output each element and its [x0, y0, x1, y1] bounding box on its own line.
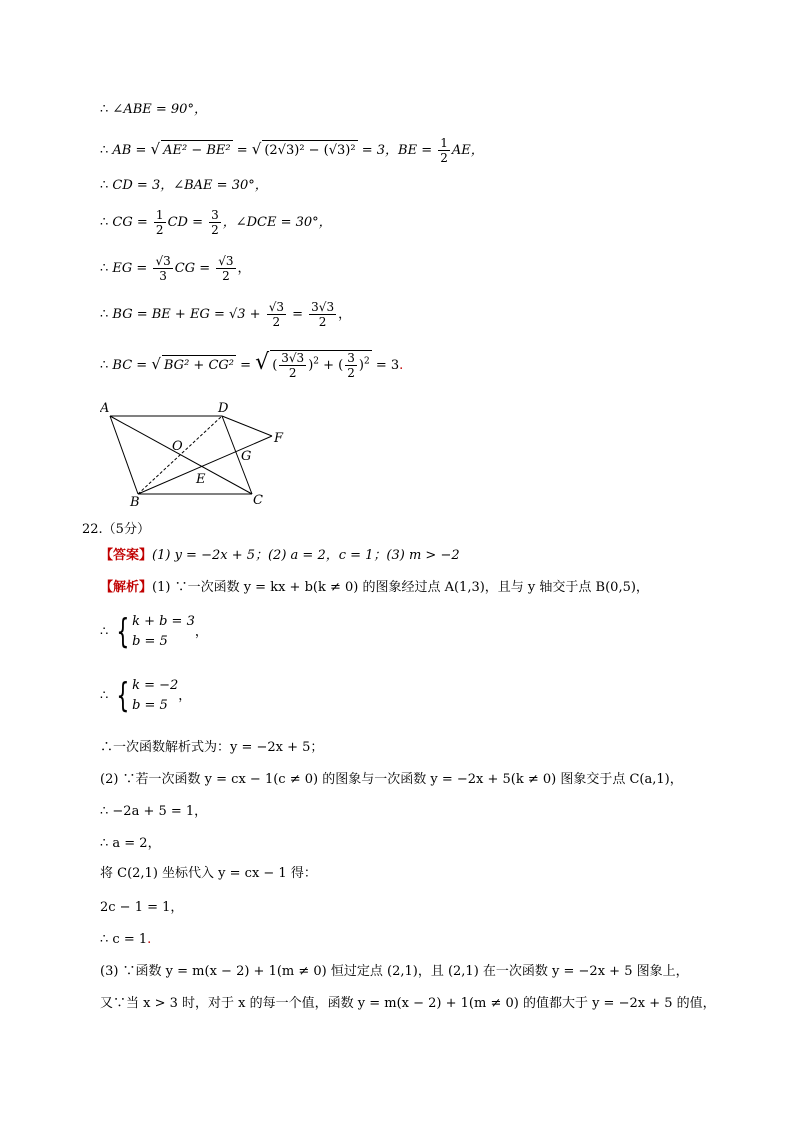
solution-step	[100, 930, 151, 950]
numerator: √3	[218, 254, 234, 268]
denominator: 2	[155, 223, 164, 237]
therefore-symbol: ∴	[100, 307, 109, 322]
label-d: D	[218, 401, 229, 416]
therefore-symbol: ∴	[100, 178, 109, 193]
solution-line-6	[100, 300, 351, 329]
numerator: 3	[211, 208, 219, 222]
label-a: A	[100, 401, 110, 416]
line-text: ，	[338, 307, 352, 322]
solution-step: (2) ∵若一次函数 y = cx − 1(c ≠ 0) 的图象与一次函数 y = −2x + 5(k ≠ 0) 图象交于点 C(a,1)，	[100, 772, 683, 787]
solution-step: 将 C(2,1) 坐标代入 y = cx − 1 得：	[100, 866, 317, 881]
line-text: ，	[237, 261, 251, 276]
radicand: (2√3)² − (√3)²	[262, 140, 357, 161]
answer-line	[100, 546, 460, 566]
fraction	[154, 208, 166, 237]
line-text: = 3	[371, 358, 400, 373]
radical-sign: √	[255, 350, 270, 375]
denominator: 2	[288, 366, 297, 380]
label-f: F	[274, 431, 284, 446]
equation-system-2	[100, 676, 191, 716]
question-number: 22.（5分）	[82, 522, 150, 537]
therefore-symbol: ∴	[100, 215, 109, 230]
label-g: G	[241, 449, 252, 464]
solution-line-3	[100, 176, 268, 196]
solution-line-7	[100, 350, 403, 380]
system-row: k + b = 3	[132, 614, 195, 629]
brace-icon: {	[116, 612, 130, 652]
line-text: ，	[178, 688, 192, 704]
line-text: AE，	[451, 143, 484, 158]
radical-sign: √	[150, 140, 161, 158]
radicand: ( $\frac{3√3}{2}$ )$^2$ + ( $\frac{3}{2}$ )$^2$	[272, 351, 370, 380]
answer-text: (1) y = −2x + 5；(2) a = 2，c = 1；(3) m > −2	[152, 548, 460, 563]
solution-line-5	[100, 254, 251, 283]
solution-line-4	[100, 208, 332, 237]
radicand: BG² + CG²	[162, 355, 236, 376]
line-text: CD = 3，∠BAE = 30°，	[112, 178, 268, 193]
radical-sign: √	[151, 355, 161, 373]
fraction	[438, 136, 450, 165]
system	[112, 676, 178, 716]
solution-line-1	[100, 100, 207, 120]
denominator: 3	[159, 269, 167, 283]
line-text: ，∠DCE = 30°，	[222, 215, 332, 230]
numerator: 3	[347, 351, 355, 365]
denominator: 2	[347, 366, 355, 380]
solution-step: ∴ a = 2，	[100, 836, 161, 851]
fraction	[209, 208, 221, 237]
therefore-symbol: ∴	[100, 358, 109, 373]
numerator: 1	[440, 136, 448, 150]
segment-ab	[110, 416, 138, 494]
therefore-symbol: ∴	[100, 143, 109, 158]
fraction	[267, 300, 286, 329]
line-text: AB =	[112, 143, 151, 158]
system-row: b = 5	[132, 634, 168, 649]
numerator: √3	[268, 300, 284, 314]
segment-df	[222, 416, 272, 436]
therefore-symbol: ∴	[100, 688, 109, 704]
solution-step: 又∵当 x > 3 时，对于 x 的每一个值，函数 y = m(x − 2) + 1(m ≠ 0) 的值都大于 y = −2x + 5 的值，	[100, 996, 716, 1011]
label-e: E	[196, 472, 206, 487]
line-text: CG =	[174, 261, 215, 276]
denominator: 2	[211, 223, 219, 237]
label-b: B	[130, 495, 140, 510]
numerator: 1	[155, 208, 164, 222]
therefore-symbol: ∴	[100, 102, 109, 117]
fraction	[309, 300, 336, 329]
line-text: BG = BE + EG = √3 +	[112, 307, 265, 322]
segment-ac	[110, 416, 252, 494]
denominator: 2	[318, 315, 327, 329]
brace-icon: {	[116, 676, 130, 716]
therefore-symbol: ∴	[100, 261, 109, 276]
line-text: =	[232, 143, 252, 158]
label-c: C	[253, 493, 263, 508]
numerator: 3√3	[311, 300, 335, 314]
line-text: ，	[194, 624, 208, 640]
denominator: 2	[440, 151, 448, 165]
equation-system-1	[100, 612, 208, 652]
solution-step: ∴一次函数解析式为：y = −2x + 5；	[100, 740, 324, 755]
fraction	[279, 351, 306, 380]
line-text: ∠ABE = 90°，	[112, 102, 207, 117]
answer-tag: 【答案】	[100, 548, 153, 563]
solution-line-2	[100, 136, 484, 165]
analysis-tag: 【解析】	[100, 580, 153, 595]
radicand: AE² − BE²	[161, 140, 233, 161]
line-text: =	[287, 307, 308, 322]
system-row: k = −2	[132, 678, 179, 693]
system-row: b = 5	[132, 698, 168, 713]
radical-sign: √	[251, 140, 262, 158]
denominator: 2	[222, 269, 230, 283]
geometry-figure	[100, 398, 300, 510]
line-text: CD =	[167, 215, 208, 230]
numerator: √3	[155, 254, 171, 268]
system	[112, 612, 194, 652]
line-text: =	[235, 358, 256, 373]
solution-step: ∴ −2a + 5 = 1，	[100, 804, 208, 819]
segment-bd-dashed	[138, 416, 222, 494]
label-o: O	[172, 439, 183, 454]
fraction	[216, 254, 235, 283]
solution-step: 2c − 1 = 1，	[100, 900, 184, 915]
fraction	[345, 351, 357, 380]
denominator: 2	[272, 315, 281, 329]
analysis-text: (1) ∵一次函数 y = kx + b(k ≠ 0) 的图象经过点 A(1,3)，且与 y 轴交于点 B(0,5)，	[152, 580, 649, 595]
period-mark: .	[399, 358, 404, 373]
fraction	[153, 254, 172, 283]
line-text: CG =	[112, 215, 152, 230]
analysis-line	[100, 578, 649, 598]
period-mark: .	[147, 932, 152, 947]
solution-step: (3) ∵函数 y = m(x − 2) + 1(m ≠ 0) 恒过定点 (2,1)，且 (2,1) 在一次函数 y = −2x + 5 图象上，	[100, 964, 689, 979]
line-text: = 3，BE =	[357, 143, 437, 158]
numerator: 3√3	[281, 351, 305, 365]
line-text: BC =	[112, 358, 152, 373]
therefore-symbol: ∴	[100, 624, 109, 640]
line-text: EG =	[112, 261, 152, 276]
line-text: ∴ c = 1	[100, 932, 148, 947]
